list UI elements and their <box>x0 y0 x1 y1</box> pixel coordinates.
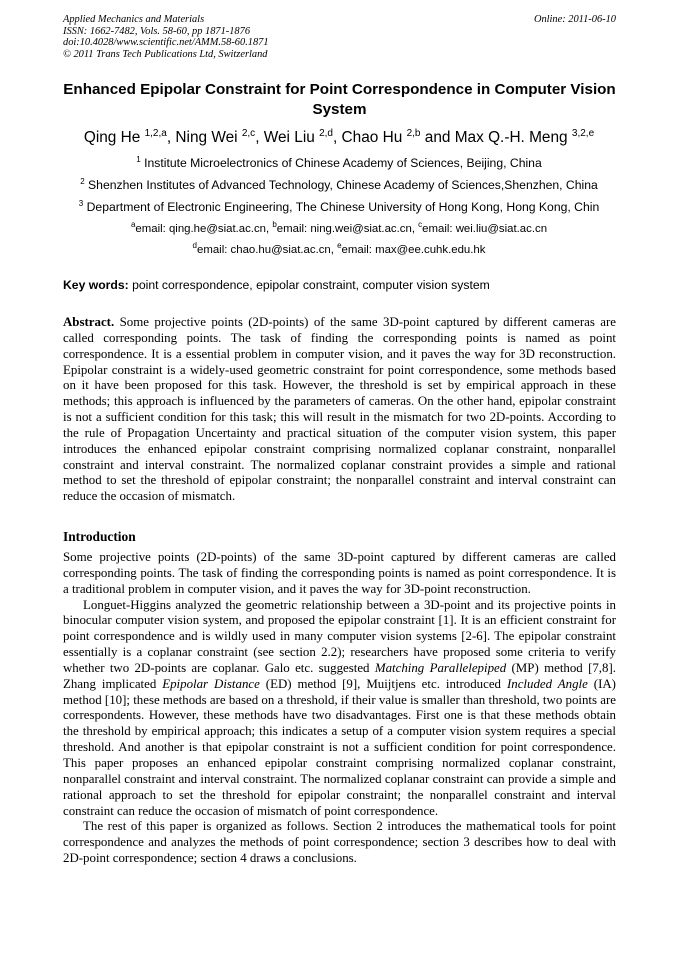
email-address: email: ning.wei@siat.ac.cn, <box>276 223 419 235</box>
author-affiliation-mark: 2,b <box>406 128 421 139</box>
author-name: Ning Wei <box>175 129 242 146</box>
email-address: email: wei.liu@siat.ac.cn <box>422 223 548 235</box>
author-name: Qing He <box>83 129 145 146</box>
author-affiliation-mark: 3,2,e <box>571 128 595 139</box>
email-mark: b <box>272 220 277 229</box>
keywords-text: point correspondence, epipolar constraint, computer vision system <box>128 278 490 292</box>
paper-title: Enhanced Epipolar Constraint for Point Correspondence in Computer Vision System <box>63 81 616 118</box>
affiliation-2: $^2$ Shenzhen Institutes of Advanced Technology, Chinese Academy of Sciences,Shenzhen, China <box>80 178 598 192</box>
author-separator: , <box>166 129 176 146</box>
author-affiliation-mark: 2,c <box>241 128 256 139</box>
email-mark: e <box>337 241 342 250</box>
email-line-2 <box>40 243 638 258</box>
method-name-italic: Matching Parallelepiped <box>374 660 507 675</box>
affiliation-1: $^1$ Institute Microelectronics of Chinese Academy of Sciences, Beijing, China <box>136 156 542 170</box>
email-address: email: chao.hu@siat.ac.cn, <box>197 244 338 256</box>
author-name: Max Q.-H. Meng <box>454 129 572 146</box>
section-heading-introduction: Introduction <box>63 529 136 544</box>
email-address: email: max@ee.cuhk.edu.hk <box>341 244 486 256</box>
text-run: (MP) method [7,8]. Zhang implicated <box>63 660 616 691</box>
abstract <box>63 315 616 505</box>
author-separator: and <box>420 129 455 146</box>
introduction-body <box>63 550 616 867</box>
email-mark: a <box>130 220 136 229</box>
journal-header <box>63 14 616 60</box>
author-name: Chao Hu <box>341 129 407 146</box>
doi-line: doi:10.4028/www.scientific.net/AMM.58-60.1871 <box>63 37 269 49</box>
email-address: email: qing.he@siat.ac.cn, <box>135 223 273 235</box>
journal-name: Applied Mechanics and Materials <box>63 14 205 25</box>
intro-paragraph-1: Some projective points (2D-points) of the same 3D-point captured by different cameras are called corresponding points. The task of finding the corresponding points is named as point correspondence. It is a traditional problem in computer vision, and it paves the way for 3D-point reconstruction. <box>63 550 616 596</box>
author-separator: , <box>255 129 264 146</box>
keywords <box>63 277 616 293</box>
copyright-line: © 2011 Trans Tech Publications Ltd, Switzerland <box>63 48 268 60</box>
method-name-italic: Included Angle <box>506 676 588 691</box>
email-mark: c <box>418 220 423 229</box>
abstract-label: Abstract. <box>63 315 115 329</box>
text-run: (ED) method [9], Muijtjens etc. introduced <box>259 676 507 691</box>
abstract-text: Some projective points (2D-points) of the same 3D-point captured by different cameras are called corresponding points. The task of finding the corresponding points is named as point correspondence. It is a essential problem in computer vision, and it paves the way for 3D reconstruction. Epipolar constraint is a widely-used geometric constraint for point correspondence, some methods based on it have been proposed for this task. However, the threshold is set by empirical approach in these methods; this approach is influenced by the parameters of cameras. On the other hand, epipolar constraint is not a sufficient condition for this task; this will result in the mismatch for two 2D-points. According to the rule of Propagation Uncertainty and practical situation of the computer vision system, this paper introduces the enhanced epipolar constraint comprising normalized coplanar constraint, nonparallel constraint and interval constraint. The normalized coplanar constraint provides a simple and rational method to set the threshold of epipolar constraint; the nonparallel constraint and interval constraint can reduce the occasion of mismatch. <box>63 315 616 504</box>
method-name-italic: Epipolar Distance <box>162 676 260 691</box>
author-affiliation-mark: 2,d <box>319 128 333 139</box>
email-line-1 <box>40 222 638 237</box>
author-list <box>40 128 638 148</box>
intro-paragraph-2 <box>63 598 616 820</box>
online-date: Online: 2011-06-10 <box>533 14 616 25</box>
issn-line: ISSN: 1662-7482, Vols. 58-60, pp 1871-1876 <box>63 25 251 37</box>
affiliation-3: $^3$ Department of Electronic Engineering, The Chinese University of Hong Kong, Hong Kong, Chin <box>78 200 600 214</box>
author-separator: , <box>332 129 342 146</box>
text-run: (IA) method [10]; these methods are based on a threshold, if their value is smaller than threshold, two points are correspondents. However, these methods have two disadvantages. First one is that these methods obtain the threshold by empirical approach; this indicates a setup of a computer vision system requires a special threshold. And another is that epipolar constraint is not a sufficient condition for point correspondence. This paper proposes an enhanced epipolar constraint comprising normalized coplanar constraint, nonparallel constraint and interval constraint. The normalized coplanar constraint can provide a simple and rational approach to set the threshold for epipolar constraint; the nonparallel constraint and interval constraint can reduce the occasion of mismatch of point correspondence. <box>63 676 616 818</box>
email-mark: d <box>192 241 197 250</box>
keywords-label: Key words: <box>63 278 129 292</box>
author-affiliation-mark: 1,2,a <box>144 128 167 139</box>
intro-paragraph-3: The rest of this paper is organized as follows. Section 2 introduces the mathematical tools for point correspondence and analyzes the methods of point correspondence; section 3 describes how to deal with 2D-point correspondence; section 4 draws a conclusions. <box>63 819 616 866</box>
text-run: Longuet-Higgins analyzed the geometric relationship between a 3D-point and its projective points in binocular computer vision system, and proposed the epipolar constraint [1]. It is an efficient constraint for point correspondence and is wildly used in many computer vision systems [2-6]. The epipolar constraint essentially is a coplanar constraint (see section 2.2); researchers have proposed some criteria to verify whether two 2D-points are coplanar. Galo etc. suggested <box>63 597 616 675</box>
author-name: Wei Liu <box>263 129 320 146</box>
